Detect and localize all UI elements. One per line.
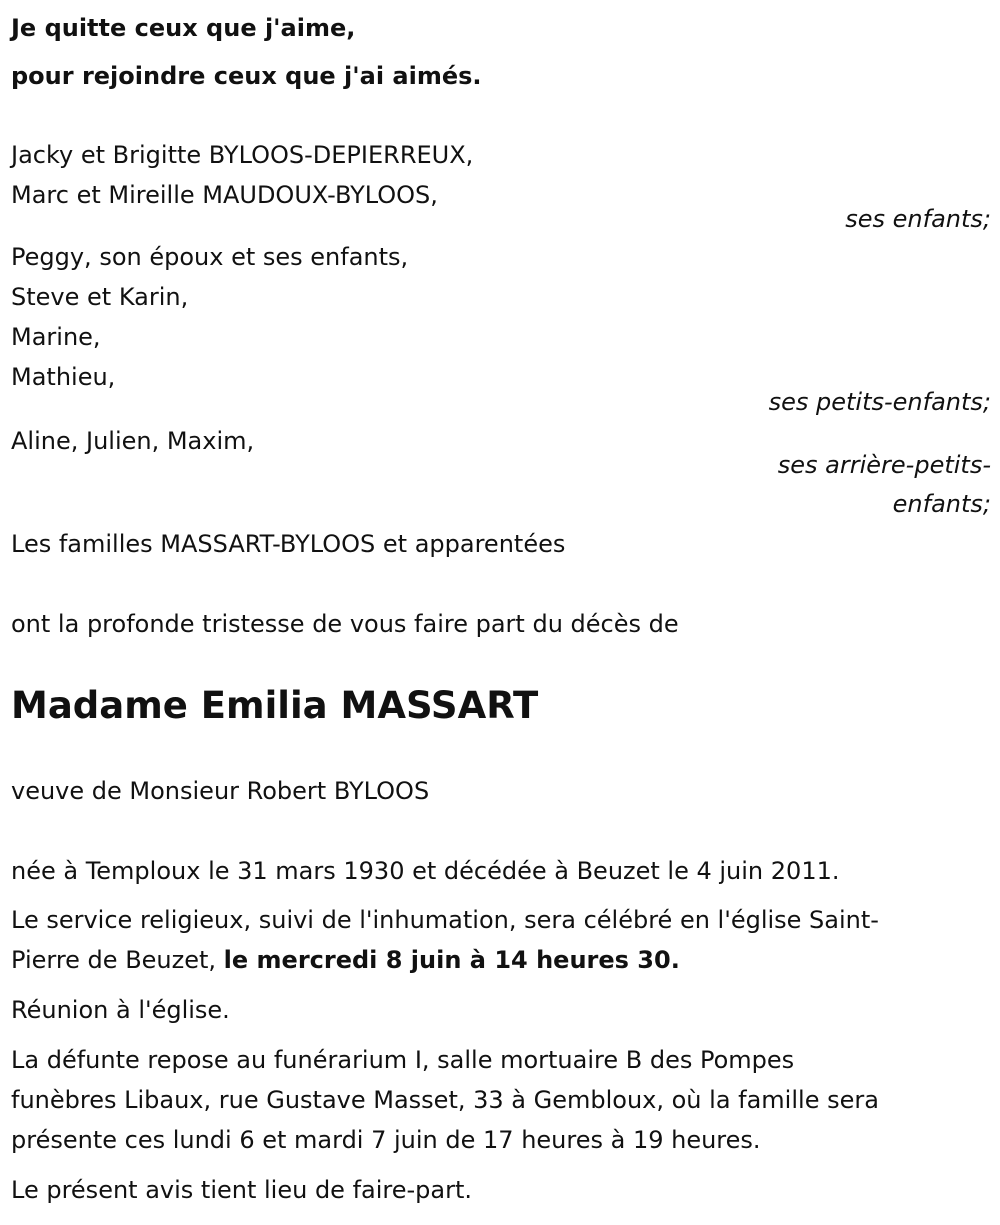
children-name-1: Jacky et Brigitte BYLOOS-DEPIERREUX, (11, 141, 474, 169)
children-name-2: Marc et Mireille MAUDOUX-BYLOOS, (11, 181, 438, 209)
epitaph-line-2: pour rejoindre ceux que j'ai aimés. (11, 62, 482, 90)
repose-line-2: funèbres Libaux, rue Gustave Masset, 33 à Gembloux, où la famille sera (11, 1086, 879, 1114)
service-date-time: le mercredi 8 juin à 14 heures 30. (223, 946, 680, 974)
service-line-2 (11, 948, 680, 972)
families: Les familles MASSART-BYLOOS et apparentées (11, 530, 566, 558)
birth-death-dates: née à Temploux le 31 mars 1930 et décédée à Beuzet le 4 juin 2011. (11, 857, 840, 885)
announcement: ont la profonde tristesse de vous faire part du décès de (11, 610, 679, 638)
deceased-name: Madame Emilia MASSART (11, 684, 539, 727)
grandchild-name-4: Mathieu, (11, 363, 116, 391)
repose-line-3: présente ces lundi 6 et mardi 7 juin de 17 heures à 19 heures. (11, 1126, 761, 1154)
spouse-info: veuve de Monsieur Robert BYLOOS (11, 777, 430, 805)
grandchild-name-2: Steve et Karin, (11, 283, 189, 311)
children-relation: ses enfants; (845, 205, 991, 233)
grandchild-name-3: Marine, (11, 323, 101, 351)
meeting-info: Réunion à l'église. (11, 996, 230, 1024)
service-line-1: Le service religieux, suivi de l'inhumation, sera célébré en l'église Saint- (11, 906, 879, 934)
grandchildren-relation: ses petits-enfants; (768, 388, 991, 416)
service-location: Pierre de Beuzet, (11, 946, 224, 974)
great-grandchildren-relation-line-2: enfants; (892, 490, 991, 518)
great-grandchildren-names: Aline, Julien, Maxim, (11, 427, 255, 455)
grandchild-name-1: Peggy, son époux et ses enfants, (11, 243, 409, 271)
repose-line-1: La défunte repose au funérarium I, salle mortuaire B des Pompes (11, 1046, 795, 1074)
epitaph-line-1: Je quitte ceux que j'aime, (11, 14, 356, 42)
closing-note: Le présent avis tient lieu de faire-part. (11, 1176, 473, 1204)
great-grandchildren-relation-line-1: ses arrière-petits- (777, 451, 991, 479)
